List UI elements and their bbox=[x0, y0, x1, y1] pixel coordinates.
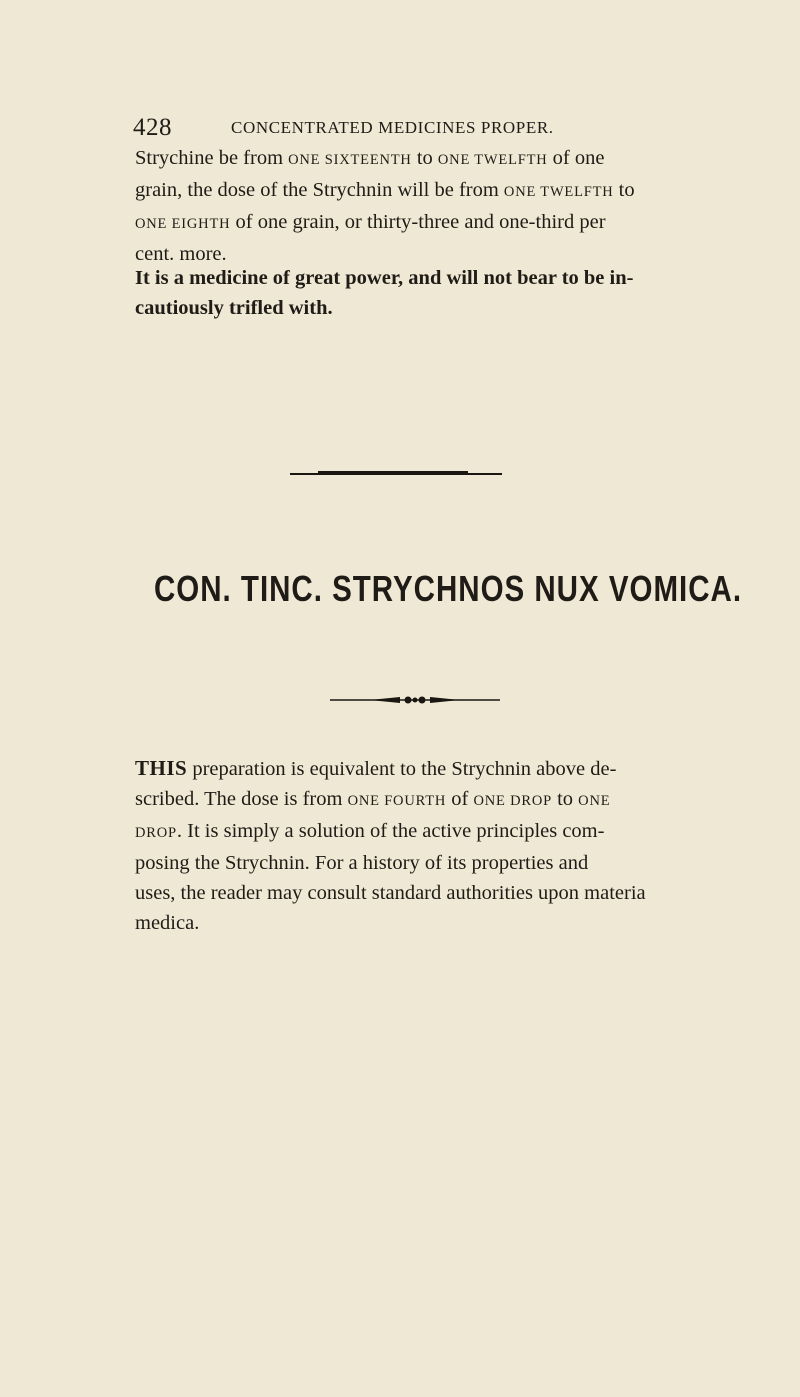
text-line: THIS preparation is equivalent to the Strychnin above de- bbox=[135, 756, 617, 780]
ornament-divider-icon bbox=[330, 693, 500, 707]
text-line: uses, the reader may consult standard authorities upon materia bbox=[135, 882, 646, 904]
text-line: scribed. The dose is from ONE FOURTH of ONE DROP to ONE bbox=[135, 788, 611, 810]
text-line: medica. bbox=[135, 912, 200, 934]
running-head bbox=[133, 114, 723, 140]
paragraph-strychnin-dose bbox=[135, 143, 735, 269]
paragraph-preparation bbox=[135, 753, 735, 938]
text-line: Strychine be from ONE SIXTEENTH to ONE TWELFTH of one bbox=[135, 147, 605, 169]
text-line: cent. more. bbox=[135, 243, 227, 265]
text-line: ONE EIGHTH of one grain, or thirty-three and one-third per bbox=[135, 211, 606, 233]
paragraph-warning bbox=[135, 263, 735, 323]
text-line: posing the Strychnin. For a history of its properties and bbox=[135, 852, 589, 874]
running-head-title: CONCENTRATED MEDICINES PROPER. bbox=[231, 118, 554, 137]
text-line: DROP. It is simply a solution of the active principles com- bbox=[135, 820, 605, 842]
section-title: CON. TINC. STRYCHNOS NUX VOMICA. bbox=[154, 568, 743, 609]
section-divider-rule-thick bbox=[318, 471, 468, 474]
page-number: 428 bbox=[133, 114, 172, 141]
text-line: It is a medicine of great power, and will not bear to be in- bbox=[135, 267, 634, 289]
text-line: grain, the dose of the Strychnin will be from ONE TWELFTH to bbox=[135, 179, 635, 201]
text-line: cautiously trifled with. bbox=[135, 297, 333, 319]
